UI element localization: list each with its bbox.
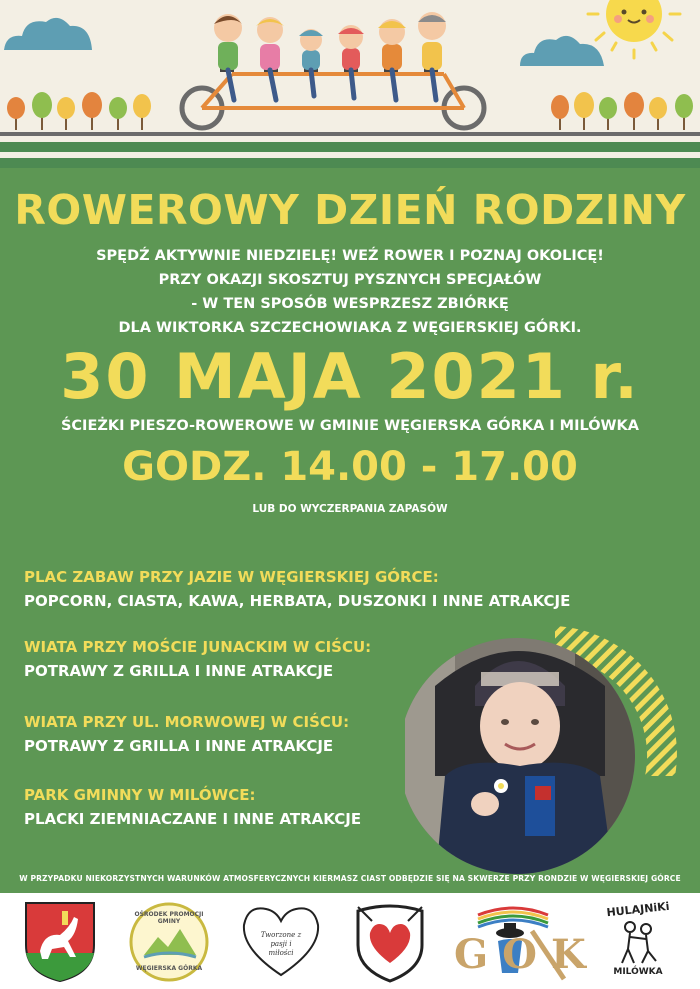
promo-bottom-text: WĘGIERSKA GÓRKA [135, 965, 203, 972]
intro-line: PRZY OKAZJI SKOSZTUJ PYSZNYCH SPECJAŁÓW [158, 272, 542, 288]
intro-line: SPĘDŹ AKTYWNIE NIEDZIELĘ! WEŹ ROWER I POZNAJ OKOLICĘ! [96, 248, 604, 264]
header-illustration [0, 0, 700, 168]
location-description: POPCORN, CIASTA, KAWA, HERBATA, DUSZONKI I INNE ATRAKCJE [24, 592, 571, 610]
gok-text: GOK [454, 931, 600, 978]
event-date: 30 MAJA 2021 r. [60, 340, 640, 413]
ground-stripe [0, 158, 700, 168]
gok-logo [448, 901, 600, 983]
promo-ring-text: OŚRODEK PROMOCJI GMINY [134, 911, 204, 925]
hulajniki-text: HULAJNiKi [605, 899, 671, 920]
tree-icon [548, 92, 698, 132]
hulajniki-logo [592, 901, 684, 983]
location-description: POTRAWY Z GRILLA I INNE ATRAKCJE [24, 737, 334, 755]
location-name: PLAC ZABAW PRZY JAZIE W WĘGIERSKIEJ GÓRCE: [24, 568, 439, 586]
intro-line: - W TEN SPOSÓB WESPRZESZ ZBIÓRKĘ [191, 296, 509, 312]
milowka-text: MILÓWKA [613, 967, 663, 977]
tree-icon [4, 92, 154, 132]
location-name: WIATA PRZY UL. MORWOWEJ W CIŚCU: [24, 713, 350, 731]
cloud-icon [0, 8, 100, 53]
promo-center-logo [126, 901, 212, 983]
coat-of-arms-icon [24, 901, 96, 983]
ground-line [0, 132, 700, 136]
child-photo [405, 626, 685, 886]
ground-stripe [0, 142, 700, 152]
event-location: ŚCIEŻKI PIESZO-ROWEROWE W GMINIE WĘGIERSKA GÓRKA I MILÓWKA [60, 418, 640, 434]
heart-logo-text: Tworzone z pasji i miłości [260, 931, 302, 957]
location-name: PARK GMINNY W MILÓWCE: [24, 786, 256, 804]
heart-shield-icon [352, 901, 428, 983]
event-hours: GODZ. 14.00 - 17.00 [122, 444, 578, 490]
tandem-bicycle-icon [172, 4, 492, 132]
heart-logo [236, 901, 326, 983]
location-description: POTRAWY Z GRILLA I INNE ATRAKCJE [24, 662, 334, 680]
page-title: ROWEROWY DZIEŃ RODZINY [14, 186, 686, 234]
main-section [0, 168, 700, 893]
supplies-note: LUB DO WYCZERPANIA ZAPASÓW [252, 503, 448, 515]
sun-icon [584, 0, 684, 60]
location-description: PLACKI ZIEMNIACZANE I INNE ATRAKCJE [24, 810, 362, 828]
sponsors-footer [0, 893, 700, 989]
weather-note: W PRZYPADKU NIEKORZYSTNYCH WARUNKÓW ATMOSFERYCZNYCH KIERMASZ CIAST ODBĘDZIE SIĘ NA SKWERZE PRZY RONDZIE W WĘGIERSKIEJ GÓRCE [19, 874, 681, 883]
intro-line: DLA WIKTORKA SZCZECHOWIAKA Z WĘGIERSKIEJ GÓRKI. [118, 320, 582, 336]
location-name: WIATA PRZY MOŚCIE JUNACKIM W CIŚCU: [24, 638, 372, 656]
dancers-icon [612, 919, 664, 965]
